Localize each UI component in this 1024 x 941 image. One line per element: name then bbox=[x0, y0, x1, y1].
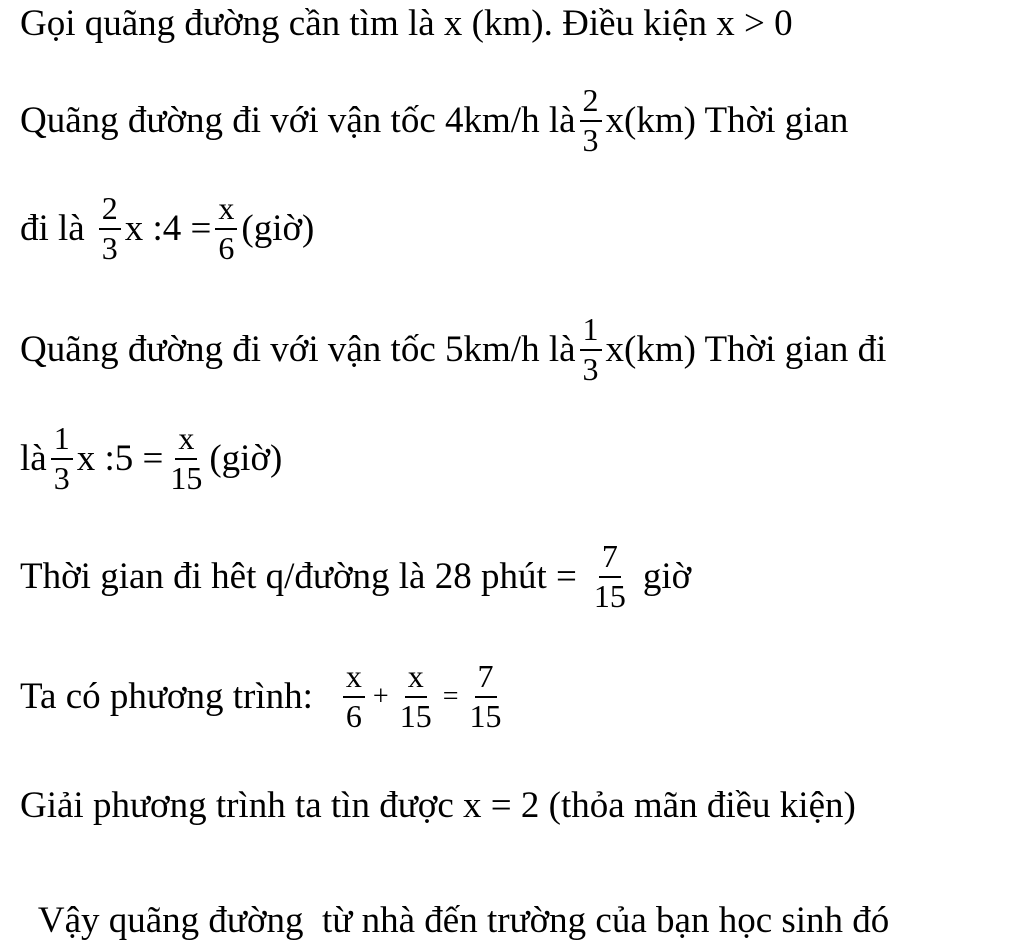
fraction-seven-fifteenths bbox=[467, 660, 505, 733]
fraction-denominator: 3 bbox=[582, 121, 599, 158]
fraction-denominator: 3 bbox=[101, 229, 118, 266]
line-1 bbox=[20, 5, 793, 42]
fraction-two-thirds bbox=[580, 84, 602, 157]
fraction-two-thirds bbox=[99, 192, 121, 265]
line-4-post: x(km) Thời gian đi bbox=[605, 329, 887, 371]
fraction-numerator: x bbox=[215, 192, 237, 230]
fraction-numerator: 7 bbox=[475, 660, 497, 698]
fraction-numerator: 7 bbox=[599, 540, 621, 578]
fraction-one-third bbox=[51, 422, 73, 495]
fraction-x-over-6 bbox=[343, 660, 365, 733]
line-5-pre: là bbox=[20, 438, 47, 480]
line-9-text: Vậy quãng đường từ nhà đến trường của bạn học sinh đó bbox=[37, 900, 890, 941]
fraction-numerator: x bbox=[405, 660, 427, 698]
fraction-x-over-15 bbox=[167, 422, 205, 495]
fraction-denominator: 15 bbox=[170, 459, 203, 496]
line-2-pre: Quãng đường đi với vận tốc 4km/h là bbox=[20, 100, 576, 142]
line-5-mid: x :5 = bbox=[76, 438, 164, 480]
fraction-denominator: 6 bbox=[345, 697, 362, 734]
fraction-denominator: 3 bbox=[582, 350, 599, 387]
fraction-x-over-15 bbox=[397, 660, 435, 733]
fraction-one-third bbox=[580, 313, 602, 386]
fraction-denominator: 15 bbox=[593, 577, 626, 614]
line-5-post: (giờ) bbox=[209, 438, 283, 480]
line-4-pre: Quãng đường đi với vận tốc 5km/h là bbox=[20, 329, 576, 371]
line-2-post: x(km) Thời gian bbox=[605, 100, 849, 142]
line-4 bbox=[20, 313, 886, 386]
fraction-x-over-6 bbox=[215, 192, 237, 265]
line-3-mid: x :4 = bbox=[124, 208, 212, 250]
line-7 bbox=[20, 660, 509, 733]
fraction-denominator: 6 bbox=[218, 229, 235, 266]
line-2 bbox=[20, 84, 848, 157]
line-6-pre: Thời gian đi hêt q/đường là 28 phút = bbox=[20, 556, 577, 598]
fraction-numerator: x bbox=[343, 660, 365, 698]
line-6 bbox=[20, 540, 691, 613]
line-6-post: giờ bbox=[642, 556, 692, 598]
line-3-post: (giờ) bbox=[241, 208, 315, 250]
line-8-text: Giải phương trình ta tìn được x = 2 (thỏa mãn điều kiện) bbox=[20, 785, 856, 826]
fraction-denominator: 15 bbox=[399, 697, 432, 734]
line-8 bbox=[20, 787, 856, 824]
line-9 bbox=[20, 865, 889, 939]
fraction-numerator: x bbox=[175, 422, 197, 460]
line-1-text: Gọi quãng đường cần tìm là x (km). Điều kiện x > 0 bbox=[20, 3, 793, 44]
equals-sign: = bbox=[442, 680, 459, 712]
fraction-numerator: 2 bbox=[580, 84, 602, 122]
fraction-numerator: 1 bbox=[51, 422, 73, 460]
fraction-denominator: 15 bbox=[469, 697, 502, 734]
fraction-seven-fifteenths bbox=[591, 540, 629, 613]
line-7-pre: Ta có phương trình: bbox=[20, 676, 313, 718]
fraction-denominator: 3 bbox=[53, 459, 70, 496]
line-3-pre: đi là bbox=[20, 208, 85, 250]
fraction-numerator: 1 bbox=[580, 313, 602, 351]
fraction-numerator: 2 bbox=[99, 192, 121, 230]
plus-sign: + bbox=[372, 680, 389, 712]
line-5 bbox=[20, 422, 282, 495]
line-3 bbox=[20, 192, 314, 265]
